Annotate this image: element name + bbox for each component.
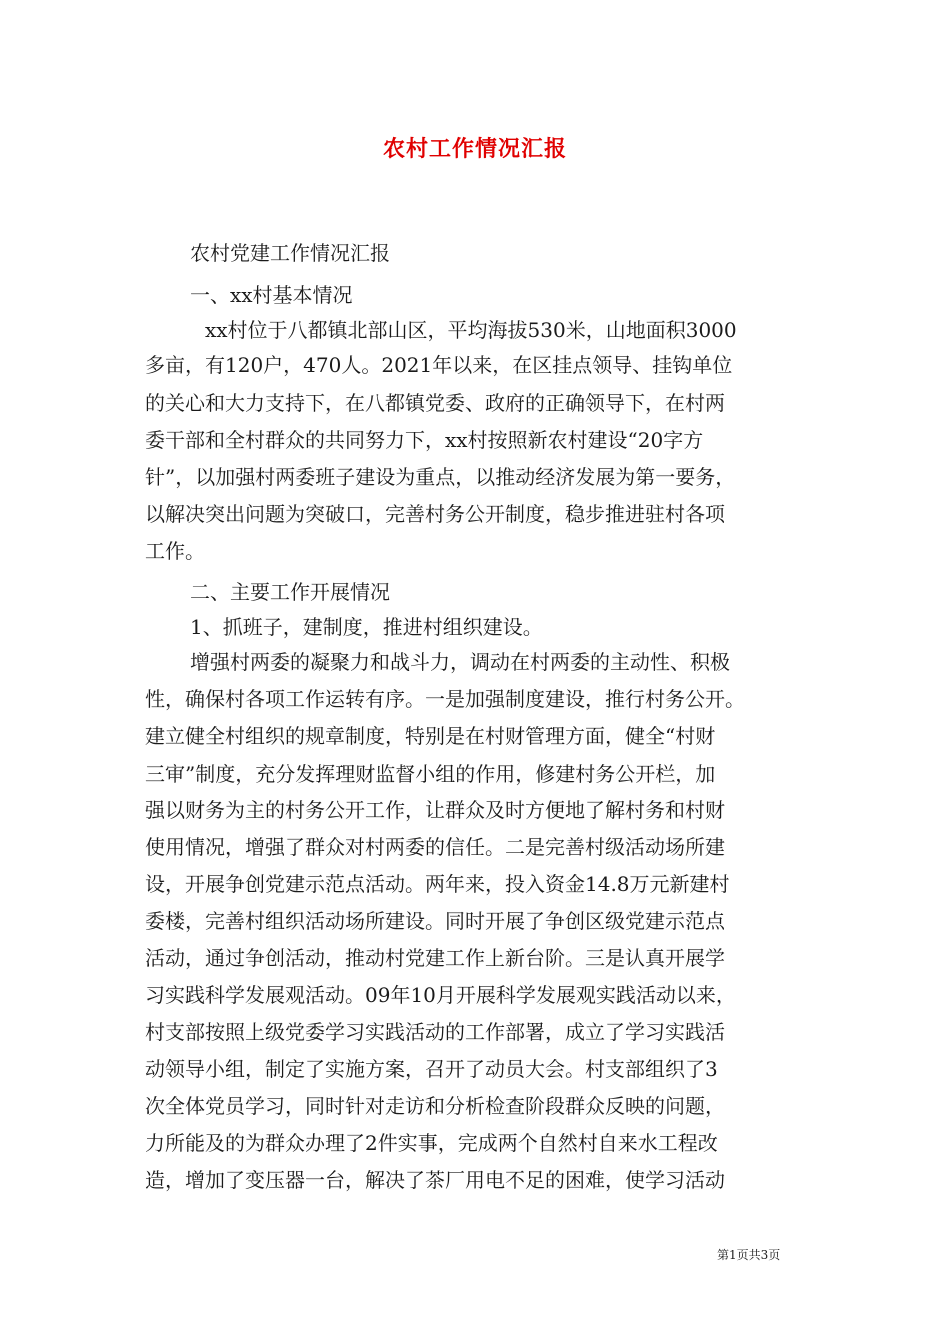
body-line: 的关心和大力支持下，在八都镇党委、政府的正确领导下，在村两 bbox=[145, 391, 725, 415]
page-number: 第1页共3页 bbox=[717, 1248, 781, 1262]
body-line: 力所能及的为群众办理了2件实事，完成两个自然村自来水工程改 bbox=[145, 1131, 718, 1155]
body-line: 强以财务为主的村务公开工作，让群众及时方便地了解村务和村财 bbox=[145, 798, 725, 822]
body-line: 委干部和全村群众的共同努力下，xx村按照新农村建设“20字方 bbox=[145, 428, 704, 452]
body-line: 增强村两委的凝聚力和战斗力，调动在村两委的主动性、积极 bbox=[190, 650, 730, 674]
body-line: 以解决突出问题为突破口，完善村务公开制度，稳步推进驻村各项 bbox=[145, 502, 725, 526]
body-line: 一、xx村基本情况 bbox=[190, 283, 353, 307]
body-line: 习实践科学发展观活动。09年10月开展科学发展观实践活动以来， bbox=[145, 983, 736, 1007]
body-line: 建立健全村组织的规章制度，特别是在村财管理方面，健全“村财 bbox=[145, 724, 716, 748]
body-line: xx村位于八都镇北部山区，平均海拔530米，山地面积3000 bbox=[205, 318, 737, 342]
body-line: 设，开展争创党建示范点活动。两年来，投入资金14.8万元新建村 bbox=[145, 872, 730, 896]
body-line: 1、抓班子，建制度，推进村组织建设。 bbox=[190, 615, 543, 639]
body-line: 委楼，完善村组织活动场所建设。同时开展了争创区级党建示范点 bbox=[145, 909, 725, 933]
body-line: 二、主要工作开展情况 bbox=[190, 580, 390, 604]
body-line: 工作。 bbox=[145, 539, 205, 563]
body-line: 三审”制度，充分发挥理财监督小组的作用，修建村务公开栏，加 bbox=[145, 762, 716, 786]
body-line: 多亩，有120户，470人。2021年以来，在区挂点领导、挂钩单位 bbox=[145, 353, 733, 377]
body-line: 使用情况，增强了群众对村两委的信任。二是完善村级活动场所建 bbox=[145, 835, 725, 859]
body-line: 性，确保村各项工作运转有序。一是加强制度建设，推行村务公开。 bbox=[145, 687, 745, 711]
body-line: 次全体党员学习，同时针对走访和分析检查阶段群众反映的问题， bbox=[145, 1094, 725, 1118]
body-line: 动领导小组，制定了实施方案，召开了动员大会。村支部组织了3 bbox=[145, 1057, 718, 1081]
document-title: 农村工作情况汇报 bbox=[382, 136, 567, 162]
body-line: 造，增加了变压器一台，解决了茶厂用电不足的困难，使学习活动 bbox=[145, 1168, 725, 1192]
body-line: 农村党建工作情况汇报 bbox=[190, 241, 390, 265]
body-line: 活动，通过争创活动，推动村党建工作上新台阶。三是认真开展学 bbox=[145, 946, 725, 970]
body-line: 针”，以加强村两委班子建设为重点，以推动经济发展为第一要务， bbox=[145, 465, 736, 489]
body-line: 村支部按照上级党委学习实践活动的工作部署，成立了学习实践活 bbox=[145, 1020, 725, 1044]
